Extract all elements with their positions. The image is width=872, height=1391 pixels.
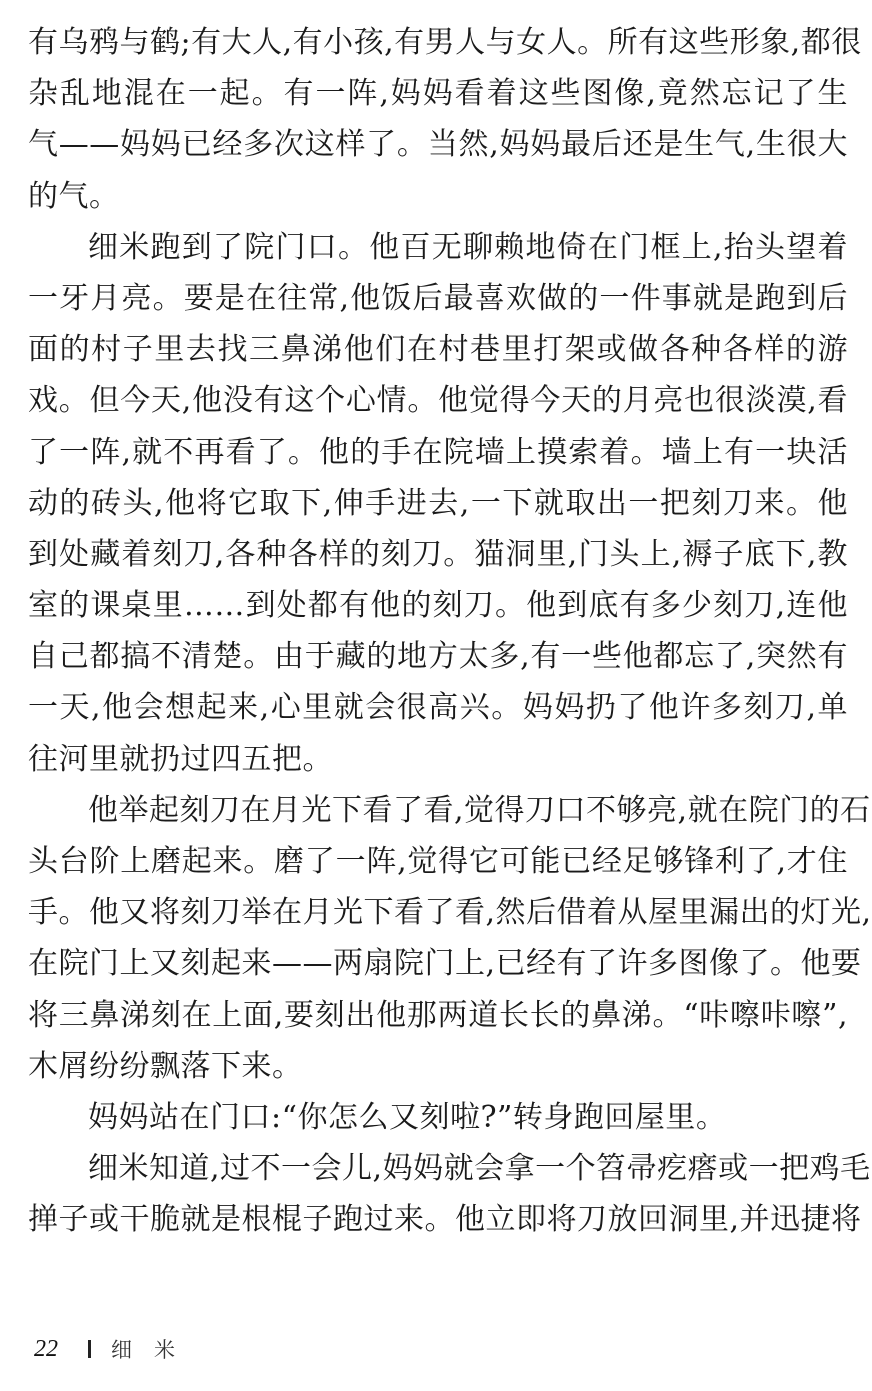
text-line: 将三鼻涕刻在上面,要刻出他那两道长长的鼻涕。“咔嚓咔嚓”, [28, 997, 848, 1033]
book-title: 细米 [111, 1338, 197, 1362]
text-line: 有乌鸦与鹤;有大人,有小孩,有男人与女人。所有这些形象,都很 [28, 25, 862, 60]
text-line: 面的村子里去找三鼻涕他们在村巷里打架或做各种各样的游 [28, 332, 848, 368]
text-line: 到处藏着刻刀,各种各样的刻刀。猫洞里,门头上,褥子底下,教 [28, 536, 848, 572]
text-line: 他举起刻刀在月光下看了看,觉得刀口不够亮,就在院门的石 [88, 792, 871, 828]
text-line: 妈妈站在门口:“你怎么又刻啦?”转身跑回屋里。 [88, 1099, 727, 1135]
text-line: 掸子或干脆就是根棍子跑过来。他立即将刀放回洞里,并迅捷将 [28, 1202, 862, 1238]
text-line: 气——妈妈已经多次这样了。当然,妈妈最后还是生气,生很大 [28, 127, 848, 163]
text-line: 细米知道,过不一会儿,妈妈就会拿一个笤帚疙瘩或一把鸡毛 [88, 1151, 871, 1187]
text-line: 在院门上又刻起来——两扇院门上,已经有了许多图像了。他要 [28, 946, 862, 982]
text-line: 手。他又将刻刀举在月光下看了看,然后借着从屋里漏出的灯光, [28, 895, 872, 931]
page-footer [34, 1334, 197, 1364]
page-body [28, 17, 872, 1246]
text-line: 杂乱地混在一起。有一阵,妈妈看着这些图像,竟然忘记了生 [28, 76, 848, 112]
text-line: 细米跑到了院门口。他百无聊赖地倚在门框上,抬头望着 [88, 229, 848, 265]
page-number: 22 [34, 1335, 58, 1362]
text-line: 头台阶上磨起来。磨了一阵,觉得它可能已经足够锋利了,才住 [28, 844, 848, 879]
text-line: 动的砖头,他将它取下,伸手进去,一下就取出一把刻刀来。他 [28, 485, 848, 521]
text-line: 了一阵,就不再看了。他的手在院墙上摸索着。墙上有一块活 [28, 434, 848, 470]
text-line: 一天,他会想起来,心里就会很高兴。妈妈扔了他许多刻刀,单 [28, 690, 848, 726]
footer-divider [88, 1340, 91, 1358]
text-line: 木屑纷纷飘落下来。 [28, 1048, 303, 1084]
text-line: 戏。但今天,他没有这个心情。他觉得今天的月亮也很淡漠,看 [28, 383, 848, 419]
text-line: 室的课桌里……到处都有他的刻刀。他到底有多少刻刀,连他 [28, 588, 848, 624]
text-line: 往河里就扔过四五把。 [28, 741, 333, 777]
text-line: 一牙月亮。要是在往常,他饭后最喜欢做的一件事就是跑到后 [28, 280, 848, 316]
text-line: 的气。 [28, 178, 120, 214]
text-line: 自己都搞不清楚。由于藏的地方太多,有一些他都忘了,突然有 [28, 639, 848, 675]
